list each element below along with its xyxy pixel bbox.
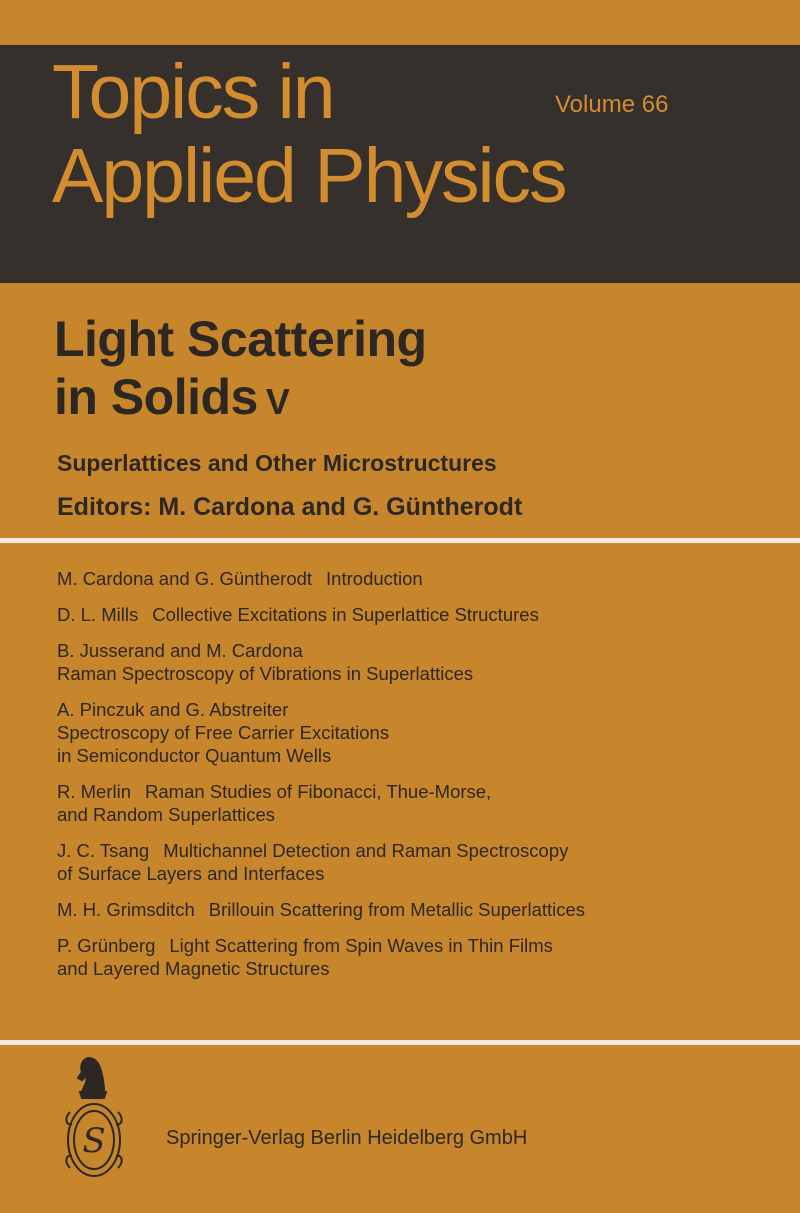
contents-author-line: [57, 698, 777, 721]
contents-author: R. Merlin: [57, 781, 132, 802]
contents-first-line: [57, 934, 777, 957]
book-volume-roman: V: [265, 381, 290, 422]
contents-first-line: [57, 839, 777, 862]
contents-title: Brillouin Scattering from Metallic Superlattices: [208, 899, 586, 920]
contents-title: Introduction: [326, 568, 423, 589]
book-title-line-2: [54, 368, 427, 431]
contents-entry: [57, 780, 777, 826]
contents-author-line: [57, 639, 777, 662]
contents-title: Multichannel Detection and Raman Spectroscopy: [163, 840, 569, 861]
contents-entry: [57, 698, 777, 767]
contents-entry: [57, 934, 777, 980]
contents-author: P. Grünberg: [57, 935, 156, 956]
contents-title: and Random Superlattices: [57, 804, 276, 825]
contents-author: B. Jusserand and M. Cardona: [57, 640, 303, 661]
book-title: [54, 310, 427, 431]
contents-title: Spectroscopy of Free Carrier Excitations: [57, 722, 390, 743]
contents-title: and Layered Magnetic Structures: [57, 958, 330, 979]
contents-list: [57, 567, 777, 993]
contents-entry: [57, 639, 777, 685]
springer-knight-icon: [60, 1052, 134, 1180]
contents-first-line: [57, 780, 777, 803]
contents-title: Collective Excitations in Superlattice Structures: [152, 604, 539, 625]
contents-author: D. L. Mills: [57, 604, 139, 625]
contents-author: M. Cardona and G. Güntherodt: [57, 568, 313, 589]
series-title-line-1: Topics in: [52, 49, 334, 135]
contents-title: Light Scattering from Spin Waves in Thin Films: [169, 935, 553, 956]
contents-title: Raman Studies of Fibonacci, Thue-Morse,: [145, 781, 492, 802]
contents-title: Raman Spectroscopy of Vibrations in Superlattices: [57, 663, 474, 684]
divider-bottom: [0, 1040, 800, 1045]
contents-entry: [57, 839, 777, 885]
contents-entry: [57, 898, 777, 921]
divider-top: [0, 538, 800, 543]
book-title-line-2-text: in Solids: [54, 369, 258, 425]
series-title: [52, 50, 566, 218]
contents-entry: [57, 603, 777, 626]
book-title-line-1: Light Scattering: [54, 311, 427, 367]
contents-title: of Surface Layers and Interfaces: [57, 863, 325, 884]
contents-title: in Semiconductor Quantum Wells: [57, 745, 332, 766]
contents-author: A. Pinczuk and G. Abstreiter: [57, 699, 289, 720]
publisher-name: Springer-Verlag Berlin Heidelberg GmbH: [166, 1127, 528, 1149]
series-title-line-2: Applied Physics: [52, 133, 566, 219]
svg-text:S: S: [82, 1121, 106, 1161]
contents-first-line: [57, 603, 777, 626]
contents-entry: [57, 567, 777, 590]
contents-first-line: [57, 567, 777, 590]
contents-author: M. H. Grimsditch: [57, 899, 195, 920]
contents-first-line: [57, 898, 777, 921]
contents-author: J. C. Tsang: [57, 840, 150, 861]
book-subtitle: Superlattices and Other Microstructures: [57, 450, 497, 476]
volume-number: Volume 66: [555, 91, 669, 118]
book-editors: Editors: M. Cardona and G. Güntherodt: [57, 493, 523, 521]
